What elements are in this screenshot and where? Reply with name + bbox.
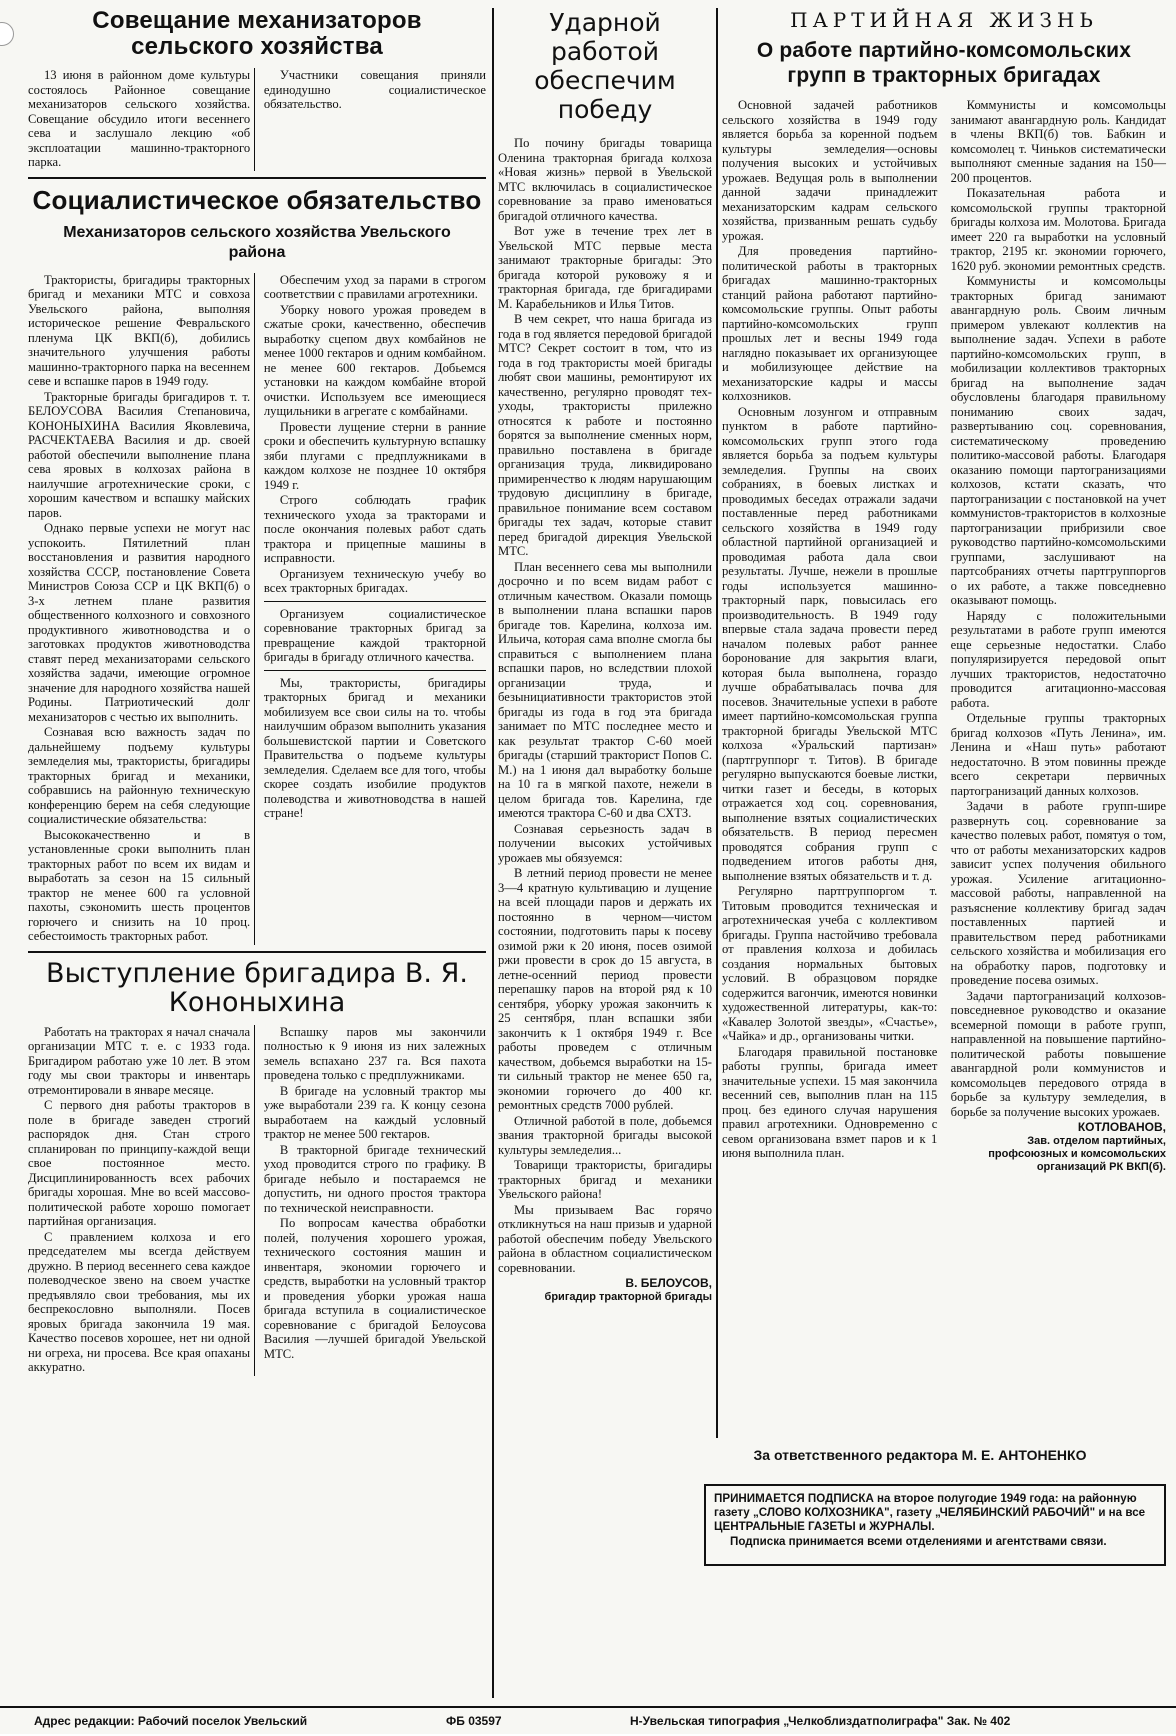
signature-role: Зав. отделом партийных, профсоюзных и комсомольских организаций РК ВКП(б). — [988, 1135, 1166, 1173]
signature-role: бригадир тракторной бригады — [544, 1291, 712, 1303]
subscription-notice — [704, 1484, 1166, 1566]
paragraph: Задачи партогранизаций колхозов-повседневное руководство и оказание всемерной помощи в работе групп, направленной на повышение партийно-политической работы повышение авангардной роли коммунистов и комсомольцев передового отряда в борьбе за культуру земледелия, в борьбе за получение высоких урожаев. — [950, 988, 1166, 1119]
paragraph: Трактористы, бригадиры тракторных бригад и механики МТС и совхоза Увельского района, выполняя историческое решение Февральского пленума ЦК ВКП(б), добились значительного улучшения работы машинно-тракторного парка на весеннем севе и вспашке паров в 1949 году. — [28, 272, 251, 388]
paragraph: Основным лозунгом и отправным пунктом в работе партийно-комсомольских групп этого года является борьба за подъем культуры земледелия. Группы на своих собраниях, в боевых листках и проводимых беседах отражали задачи поставленные перед работниками сельского хозяйства в 1949 году областной партийной организацией и проводимая работа дала свои результаты. Лучше, нежели в прошлые годы используется машинно-тракторный парк, повысилась его производительность. В 1949 году впервые стала задача провести перед началом полевых работ раннее боронование для закрытия влаги, которая была выполнена, гораздо лучше обрабатывалась почва для посевов. Значительные успехи в работе имеет партийно-комсомольская группа тракторной бригады Увельской МТС колхоза «Уральский партизан» (партгруппорг т. Титов). В бригаде регулярно выпускаются боевые листки, читки газет и беседы, в которых отражается ход соц. соревнования, выполнение взятых социалистических обязательств. В период пересмен проводятся собрания групп с подведением итогов работы дня, выполнение взятых обязательств и т. д. — [722, 404, 938, 883]
paragraph: С правлением колхоза и его председателем мы всегда действуем дружно. В период весеннего сева каждое полеводческое звено на своем участке предъявляло свои требования, мы их беспрекословно выполняли. Посев яровых бригада закончила 19 мая. Качество посевов хорошее, нет ни одной ни огреха, ни просева. Все края опаханы аккуратно. — [28, 1229, 251, 1374]
editor-line: За ответственного редактора М. Е. АНТОНЕНКО — [753, 1447, 1087, 1463]
divider — [264, 601, 486, 602]
paragraph: Обеспечим уход за парами в строгом соответствии с правилами агротехники. — [263, 272, 486, 301]
print-code: ФБ 03597 — [446, 1714, 502, 1728]
paragraph: В летний период провести не менее 3—4 кратную культивацию и лущение на всей площади паров и держать их постоянно в черном—чистом состоянии, подготовить пары к посеву озимой ржи к 20 июня, посев озимой ржи провести в срок до 15 августа, в летне-осенний период провести перепашку паров на второй ряд к 10 сентября, уборку урожая закончить к 25 сентября, план вспашки зяби закончить к 1 октября 1949 г. Все работы проведем с отличным качеством, добьемся выработки на 15-ти сильный трактор не менее 650 га, экономии горючего до 400 кг. ремонтных средств 7000 рублей. — [498, 866, 712, 1112]
headline-obligation: Социалистическое обязательство — [32, 184, 482, 215]
printer-info: Н-Увельская типография „Челкоблиздатполиграфа" Зак. № 402 — [630, 1714, 1011, 1728]
signature-name: В. БЕЛОУСОВ, — [625, 1276, 712, 1290]
divider — [264, 670, 486, 671]
meeting-text-left: 13 июня в районном доме культуры состоялось Районное совещание механизаторов сельского хозяйства. Совещание обсудило итоги весеннего сева и заслушало лекцию «об эксплоатации машинно-тракторного парка. — [28, 68, 251, 169]
paragraph: По почину бригады товарища Оленина тракторная бригада колхоза «Новая жизнь» первой в Увельской МТС включилась в социалистическое соревнование за право именоваться бригадой отличного качества. — [498, 136, 712, 223]
paragraph: Товарищи трактористы, бригадиры тракторных бригад и механики Увельского района! — [498, 1158, 712, 1201]
column-rule — [492, 8, 494, 1698]
divider — [28, 951, 486, 953]
paragraph: Вспашку паров мы закончили полностью к 9 июня из них залежных земель вспахано 237 га. Вся пахота проведена только с предплужниками. — [263, 1024, 486, 1082]
paragraph: Мы, трактористы, бригадиры тракторных бригад и механики мобилизуем все свои силы на то. чтобы наилучшим образом выполнить указания большевистской партии и Советского Правительства о подъеме культуры земледелия. Сделаем все для того, чтобы скорее создать изобилие продуктов полеводства и животноводства в нашей стране! — [263, 675, 486, 820]
paragraph: Организуем социалистическое соревнование тракторных бригад за превращение каждой тракторной бригады в бригаду отличного качества. — [263, 606, 486, 664]
paragraph: По вопросам качества обработки полей, получения хорошего урожая, технического состояния машин и инвентаря, экономии горючего и средств, выработки на условный трактор и проведения уборки урожая наша бригада вступила в социалистическое соревнование с бригадой Белоусова Василия —лучшей бригадой Увельской МТС. — [263, 1216, 486, 1361]
paragraph: В чем секрет, что наша бригада из года в год является передовой бригадой МТС? Секрет состоит в том, что из года в год трактористы моей бригады любят свои машины, ремонтируют их качественно, регулярно проводят тех-уходы, трактористы прилежно относятся к работе и постоянно борятся за выполнение сменных норм, правильно поставлена в бригаде организация труда, ликвидировано примиренчество к людям нарушающим трудовую дисциплину в бригаде, правильное понимание всем составом бригады тех задач, которые ставит перед бригадой дирекция Увельской МТС. — [498, 312, 712, 558]
paragraph: Коммунисты и комсомольцы занимают авангардную роль. Кандидат в члены ВКП(б) тов. Бабкин и комсомолец т. Чиньков систематически выполняют сменные задания на 150—200 процентов. — [950, 98, 1166, 185]
paragraph: Показательная работа и комсомольской группы тракторной бригады колхоза им. Молотова. Бригада имеет 220 га выработки на условный трактор, 2195 кг. экономии горючего, 1620 руб. экономии ремонтных средств. — [950, 186, 1166, 273]
paragraph: Для проведения партийно-политической работы в тракторных бригадах машинно-тракторных станций района работают партийно-комсомольские группы. Опыт работы партийно-комсомольских групп прошлых лет и весны 1949 года наглядно показывает их организующее и мобилизующее действие на механизаторские кадры и массы колхозников. — [722, 244, 938, 403]
paragraph: Благодаря правильной постановке работы группы, бригада имеет значительные успехи. 15 мая закончила весенний сев, выполнив план на 115 проц. без единого случая нарушения правил агротехники. Одновременно с севом организована взмет паров и к 1 июня выполнила план. — [722, 1044, 938, 1160]
paragraph: Тракторные бригады бригадиров т. т. БЕЛОУСОВА Василия Степановича, КОНОНЫХИНА Василия Яковлевича, РАСЧЕКТАЕВА Василия и др. своей работой обеспечили выполнение плана сева яровых в колхозах района в наилучшие агротехнические сроки, с хорошим качеством и вспашку майских паров. — [28, 389, 251, 520]
editorial-address: Адрес редакции: Рабочий поселок Увельский — [34, 1714, 308, 1728]
article-obligation — [28, 185, 486, 945]
column-middle — [498, 8, 712, 1305]
paragraph: С первого дня работы тракторов в поле в бригаде заведен строгий распорядок дня. Стан строго спланирован по принципу-каждой вещи свое постоянное место. Дисциплинированность всех рабочих бригады хорошая. Мне во всей массово-политической работе хорошо помогает партийная организация. — [28, 1098, 251, 1228]
article-meeting — [28, 8, 486, 171]
paragraph: Регулярно партгруппоргом т. Титовым проводится техническая и агротехническая учеба с коллективом бригады. Группа настойчиво требовала от правления колхоза и добилась создания нормальных бытовых условий. В образцовом порядке содержится вагончик, имеются новинки художественной литературы, как-то: «Кавалер Золотой звезды», «Счастье», «Чайка» и др., организованы читки. — [722, 884, 938, 1043]
headline-meeting: Совещание механизаторов сельского хозяйства — [92, 7, 422, 60]
paragraph: Уборку нового урожая проведем в сжатые сроки, качественно, обеспечив выработку сцепом двух комбайнов не менее 1000 гектаров и одним комбайном. не менее 600 гектаров. Добьемся установки на каждом комбайне второй очистки. Используем все имеющиеся лущильники в агрегате с комбайнами. — [263, 302, 486, 418]
paragraph: В бригаде на условный трактор мы уже выработали 239 га. К концу сезона выработаем на каждый условный трактор не менее 500 гектаров. — [263, 1083, 486, 1141]
paragraph: Провести лущение стерни в ранние сроки и обеспечить культурную вспашку зяби плугами с предплужниками в каждом колхозе не позднее 10 октября 1949 г. — [263, 419, 486, 492]
paragraph: Основной задачей работников сельского хозяйства в 1949 году является борьба за коренной подъем культуры земледелия—основы получения высоких и устойчивых урожаев. Ведущая роль в выполнении данной задачи принадлежит механизаторским кадрам сельского хозяйства, призванным решать судьбу урожая. — [722, 98, 938, 243]
paragraph: Организуем техническую учебу во всех тракторных бригадах. — [263, 566, 486, 595]
paragraph: Наряду с положительными результатами в работе групп имеются еще серьезные недостатки. Слабо популяризируется передовой опыт лучших трактористов, недостаточно проводится агитационно-массовая работа. — [950, 608, 1166, 710]
punch-hole — [0, 22, 14, 46]
column-right — [722, 8, 1166, 1175]
paragraph: Работать на тракторах я начал сначала организации МТС т. е. с 1933 года. Бригадиром работаю уже 10 лет. В этом году мы свои тракторы и инвентарь отремонтировали в январе месяце. — [28, 1024, 251, 1097]
headline-speech: Выступление бригадира В. Я. Кононыхина — [46, 957, 468, 1018]
paragraph: План весеннего сева мы выполнили досрочно и по всем видам работ с отличным качеством. Оказали помощь в выполнении плана вспашки паров бригаде тов. Карелина, колхоза им. Ильича, которая сама вполне смогла бы справиться с выполнением плана вспашки паров, но вследствии плохой организации труда, и безынициативности трактористов этой бригады из года в год эта бригада занимает по МТС последнее место и как результат трактор С-60 моей бригады (старший тракторист Попов С. М.) на 1 июня дал выработку больше на 10 га в мягкой пахоте, нежели в целом бригада тов. Карелина, где имеются трактора С-60 и два СХТЗ. — [498, 559, 712, 820]
paragraph: Строго соблюдать график технического ухода за тракторами и после окончания полевых работ сдать трактора и прицепные машины в исправности. — [263, 493, 486, 565]
paragraph: Отличной работой в поле, добьемся звания тракторной бригады высокой культуры земледелия... — [498, 1113, 712, 1157]
paragraph: Однако первые успехи не могут нас успокоить. Пятилетний план восстановления и развития народного хозяйства СССР, постановление Совета Министров Союза ССР и ЦК ВКП(б) о 3-х летнем плане развития общественного колхозного и совхозного продуктивного животноводства и о заготовках продуктов животноводства ставят перед механизаторами сельского хозяйства задачи, имеющие огромное значение для народного хозяйства нашей Родины. Патриотический долг механизаторов с честью их выполнить. — [28, 521, 251, 724]
paragraph: Мы призываем Вас горячо откликнуться на наш призыв и ударной работой обеспечим победу Увельского района в областном социалистическом соревновании. — [498, 1202, 712, 1275]
subscription-text: ПРИНИМАЕТСЯ ПОДПИСКА на второе полугодие 1949 года: на районную газету „СЛОВО КОЛХОЗНИКА", газету „ЧЕЛЯБИНСКИЙ РАБОЧИЙ" и на все ЦЕНТРАЛЬНЫЕ ГАЗЕТЫ и ЖУРНАЛЫ. — [714, 1492, 1146, 1533]
column-rule — [716, 8, 718, 1438]
rubric-party-life: ПАРТИЙНАЯ ЖИЗНЬ — [790, 8, 1098, 32]
paragraph: Сознавая всю важность задач по дальнейшему подъему культуры земледелия мы, трактористы, бригадиры тракторных бригад и механики, собравшись на районную техническую конференцию берем на себя следующие социалистические обязательства: — [28, 725, 251, 826]
signature-name: КОТЛОВАНОВ, — [1077, 1120, 1166, 1134]
subscription-note: Подписка принимается всеми отделениями и агентствами связи. — [730, 1535, 1107, 1548]
paragraph: Вот уже в течение трех лет в Увельской МТС первые места занимают тракторные бригады: Это бригада которой руковожу я и тракторная бригада, где бригадирами М. Карабельников и Илья Титов. — [498, 224, 712, 311]
article-speech — [28, 959, 486, 1376]
divider — [28, 177, 486, 179]
paragraph: Задачи в работе групп-шире развернуть соц. соревнование за качество полевых работ, помятуя о том, что от работы механизаторских кадров зависит успех получения обильного урожая. Усиление агитационно-массовой работы, направленной на разъяснение коллективу бригад задач поставленных партией и правительством перед работниками сельского хозяйства и мобилизация его на обработку паров, подготовку и проведение посева озимых. — [950, 799, 1166, 987]
imprint-footer — [0, 1706, 1176, 1736]
headline-victory: Ударной работой обеспечим победу — [534, 8, 676, 124]
paragraph: Сознавая серьезность задач в получении высоких устойчивых урожаев мы обязуемся: — [498, 821, 712, 865]
paragraph: Отдельные группы тракторных бригад колхозов «Путь Ленина», им. Ленина и «Наш путь» работают недостаточно. В этом повинны прежде всего секретари первичных партогранизаций данных колхозов. — [950, 711, 1166, 798]
paragraph: В тракторной бригаде технический уход проводится строго по графику. В бригаде небыло и постараемся не допустить, ни одного простоя трактора по технической неисправности. — [263, 1142, 486, 1215]
column-left — [28, 8, 486, 1376]
paragraph: Высококачественно и в установленные сроки выполнить план тракторных работ по всем их видам и выработать за сезон на 15 сильный трактор не менее 600 га условной пахоты, сэкономить шесть процентов горючего и снизить на 10 проц. себестоимость тракторных работ. — [28, 827, 251, 943]
headline-party-groups: О работе партийно-комсомольских групп в тракторных бригадах — [756, 39, 1132, 87]
paragraph: Коммунисты и комсомольцы тракторных бригад занимают авангардную роль. Своим личным примером увлекают коллектив на выполнение задач. Успехи в работе партийно-комсомольских групп, в мобилизации коллективов тракторных бригад на выполнение задач обусловлены благодаря правильному пониманию своих задач, развертыванию соц. соревнования, систематическому проведению политико-массовой работы. Благодаря оказанию помощи партогранизациями колхозов, кстати сказать, что партогранизации с постановкой на учет коммунистов-трактористов в колхозные партогранизации прибризили свое руководство партийно-комсомольскими группами, заслушивают на партсобраниях отчеты партгруппоргов о их работе, а также повседневно оказывают помощь. — [950, 274, 1166, 607]
subheadline-obligation: Механизаторов сельского хозяйства Увельского района — [63, 223, 451, 261]
meeting-text-right: Участники совещания приняли единодушно социалистическое обязательство. — [263, 68, 486, 111]
